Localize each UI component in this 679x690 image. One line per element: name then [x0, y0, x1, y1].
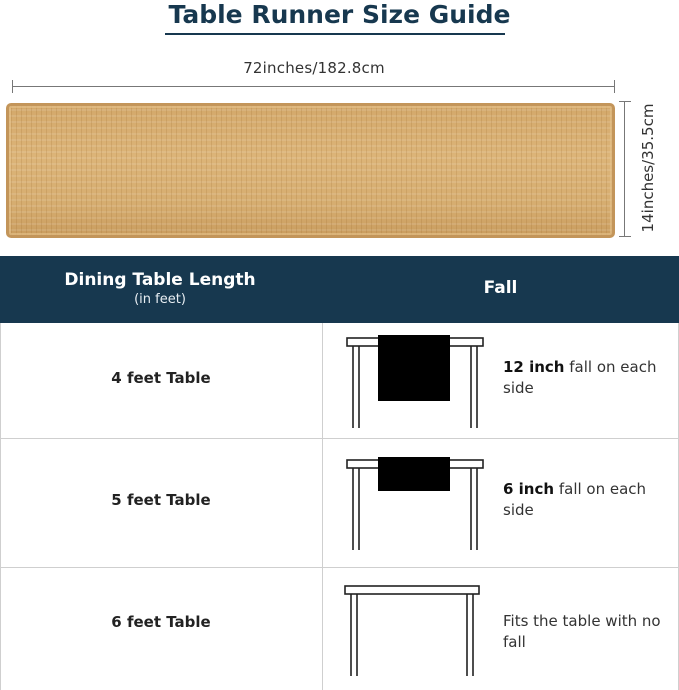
table-top [345, 586, 479, 594]
row-4ft-fall [503, 357, 673, 399]
runner-length-label: 72inches/182.8cm [243, 59, 385, 77]
width-dimension-tick-bottom [619, 236, 631, 237]
row-4ft-fall-text: fall on each side [503, 358, 657, 397]
page-title: Table Runner Size Guide [168, 0, 511, 29]
row-5ft-fall-text: fall on each side [503, 480, 647, 519]
size-table-header [0, 256, 679, 323]
row-6ft-fall-text: Fits the table with no fall [503, 612, 661, 651]
runner-cloth [378, 457, 450, 491]
title-underline [165, 33, 505, 35]
length-dimension-tick-left [12, 80, 13, 93]
length-dimension-tick-right [614, 80, 615, 93]
width-dimension-tick-top [619, 101, 631, 102]
runner-cloth [378, 335, 450, 401]
row-divider-1 [0, 438, 679, 439]
table-6in-fall-illustration [340, 455, 490, 555]
table-column-divider [322, 323, 323, 690]
row-5ft-fall [503, 479, 673, 521]
header-dining-table-length [0, 270, 320, 307]
row-divider-2 [0, 567, 679, 568]
jute-runner-image [6, 103, 615, 238]
length-dimension-line [12, 86, 615, 87]
row-4ft-fall-amount: 12 inch [503, 358, 565, 376]
table-12in-fall-illustration [340, 333, 490, 433]
row-5ft-label: 5 feet Table [111, 491, 211, 509]
row-4ft-label: 4 feet Table [111, 369, 211, 387]
header-col1-title: Dining Table Length [64, 270, 256, 290]
row-6ft-fall [503, 611, 673, 653]
width-dimension-line [624, 101, 625, 236]
row-6ft-label: 6 feet Table [111, 613, 211, 631]
header-fall: Fall [483, 278, 518, 298]
header-col1-subtitle: (in feet) [134, 292, 186, 307]
row-5ft-fall-amount: 6 inch [503, 480, 555, 498]
table-no-fall-illustration [340, 581, 490, 681]
runner-width-label: 14inches/35.5cm [639, 103, 657, 233]
